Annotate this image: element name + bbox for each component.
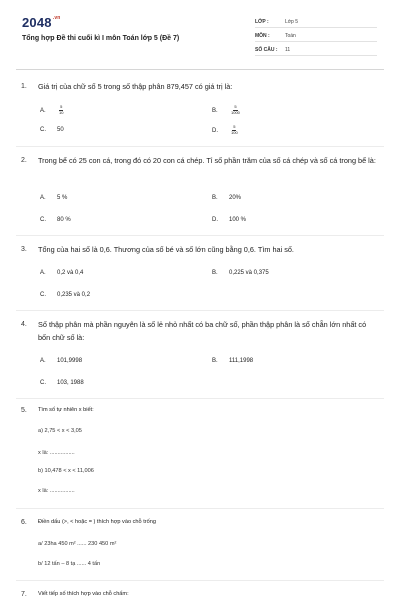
option-value: 100 % bbox=[229, 217, 247, 223]
fraction bbox=[231, 105, 240, 115]
option-value: 50 bbox=[57, 127, 64, 133]
option-label: C. bbox=[40, 380, 46, 386]
option-c[interactable] bbox=[40, 292, 90, 298]
meta-label: MÔN : bbox=[255, 33, 270, 39]
question-text: Viết tiếp số thích hợp vào chỗ chấm: bbox=[38, 591, 129, 597]
option-label: A. bbox=[40, 358, 46, 364]
question-text: Điền dấu (>, < hoặc = ) thích hợp vào chỗ trống bbox=[38, 519, 156, 525]
page-title: Tổng hợp Đề thi cuối kì I môn Toán lớp 5 (Đề 7) bbox=[22, 35, 180, 42]
option-value: 101,9998 bbox=[57, 358, 83, 364]
fraction-numerator: 5 bbox=[233, 124, 236, 129]
option-label: B. bbox=[212, 107, 218, 114]
question-separator bbox=[16, 235, 384, 236]
header-divider bbox=[16, 69, 384, 70]
question-separator bbox=[16, 146, 384, 147]
meta-label: LỚP : bbox=[255, 19, 269, 25]
question-number: 3. bbox=[21, 246, 27, 253]
option-value: 103, 1988 bbox=[57, 380, 84, 386]
option-label: C. bbox=[40, 292, 46, 298]
answer-line[interactable]: x là: ................ bbox=[38, 450, 75, 456]
question-number: 2. bbox=[21, 157, 27, 164]
option-b[interactable] bbox=[212, 195, 241, 201]
question-number: 1. bbox=[21, 83, 27, 90]
option-b[interactable] bbox=[212, 270, 269, 276]
logo-suffix: .vn bbox=[52, 15, 61, 21]
option-value: 80 % bbox=[57, 217, 71, 223]
fraction-numerator: 5 bbox=[60, 104, 63, 109]
answer-line[interactable]: b/ 12 tấn – 8 tạ ...... 4 tấn bbox=[38, 561, 101, 567]
fraction bbox=[59, 105, 63, 115]
answer-line[interactable]: x là: ................ bbox=[38, 488, 75, 494]
option-c[interactable] bbox=[40, 217, 71, 223]
question-text: Giá trị của chữ số 5 trong số thập phân 879,457 có giá trị là: bbox=[38, 82, 233, 91]
meta-value: Lớp 5 bbox=[285, 19, 299, 25]
answer-line: a) 2,75 < x < 3,05 bbox=[38, 428, 82, 434]
option-d[interactable] bbox=[212, 125, 238, 135]
fraction-denominator: 100 bbox=[231, 129, 238, 135]
option-label: A. bbox=[40, 195, 46, 201]
fraction-denominator: 1000 bbox=[231, 109, 240, 115]
answer-line[interactable]: a/ 23ha 450 m² ...... 230 450 m² bbox=[38, 541, 117, 547]
option-label: C. bbox=[40, 217, 46, 223]
option-a[interactable] bbox=[40, 195, 67, 201]
logo-text: 2048 bbox=[22, 15, 52, 30]
option-label: C. bbox=[40, 127, 46, 133]
option-value: 111,1998 bbox=[229, 358, 254, 364]
question-number: 7. bbox=[21, 591, 27, 598]
option-value: 20% bbox=[229, 195, 242, 201]
fraction-numerator: 5 bbox=[234, 104, 237, 109]
option-a[interactable] bbox=[40, 358, 82, 364]
option-value: 0,225 và 0,375 bbox=[229, 270, 269, 276]
fraction bbox=[231, 125, 238, 135]
option-value: 0,2 và 0,4 bbox=[57, 270, 84, 276]
question-number: 4. bbox=[21, 321, 27, 328]
option-d[interactable] bbox=[212, 217, 246, 223]
meta-count bbox=[255, 43, 377, 56]
question-text: Trong bể có 25 con cá, trong đó có 20 con cá chép. Tỉ số phần trăm của số cá chép và số cá trong bể là: bbox=[38, 156, 376, 165]
question-text: Tổng của hai số là 0,6. Thương của số bé và số lớn cũng bằng 0,6. Tìm hai số. bbox=[38, 245, 294, 254]
option-a[interactable] bbox=[40, 270, 83, 276]
question-number: 5. bbox=[21, 407, 27, 414]
option-value: 0,235 và 0,2 bbox=[57, 292, 91, 298]
option-label: B. bbox=[212, 195, 218, 201]
option-c[interactable] bbox=[40, 380, 84, 386]
meta-class bbox=[255, 15, 377, 28]
meta-label: SỐ CÂU : bbox=[255, 47, 278, 53]
option-label: B. bbox=[212, 358, 218, 364]
site-logo[interactable] bbox=[22, 15, 61, 30]
option-label: D. bbox=[212, 217, 218, 223]
question-separator bbox=[16, 508, 384, 509]
option-a[interactable] bbox=[40, 105, 63, 115]
option-label: A. bbox=[40, 270, 46, 276]
meta-subject bbox=[255, 29, 377, 42]
option-c[interactable] bbox=[40, 127, 64, 133]
question-text: Tìm số tự nhiên x biết: bbox=[38, 407, 94, 413]
question-separator bbox=[16, 580, 384, 581]
question-separator bbox=[16, 310, 384, 311]
option-b[interactable] bbox=[212, 358, 253, 364]
meta-value: 11 bbox=[285, 47, 291, 53]
option-label: B. bbox=[212, 270, 218, 276]
option-label: A. bbox=[40, 107, 46, 114]
answer-line: b) 10,478 < x < 11,006 bbox=[38, 468, 94, 474]
option-b[interactable] bbox=[212, 105, 240, 115]
meta-value: Toán bbox=[285, 33, 296, 39]
option-label: D. bbox=[212, 127, 218, 134]
option-value: 5 % bbox=[57, 195, 68, 201]
question-separator bbox=[16, 398, 384, 399]
question-number: 6. bbox=[21, 519, 27, 526]
fraction-denominator: 10 bbox=[59, 109, 64, 115]
question-text: Số thập phân mà phần nguyên là số lẻ nhỏ nhất có ba chữ số, phần thập phân là số chẵn lớn nhất có bốn chữ số là: bbox=[38, 320, 367, 342]
